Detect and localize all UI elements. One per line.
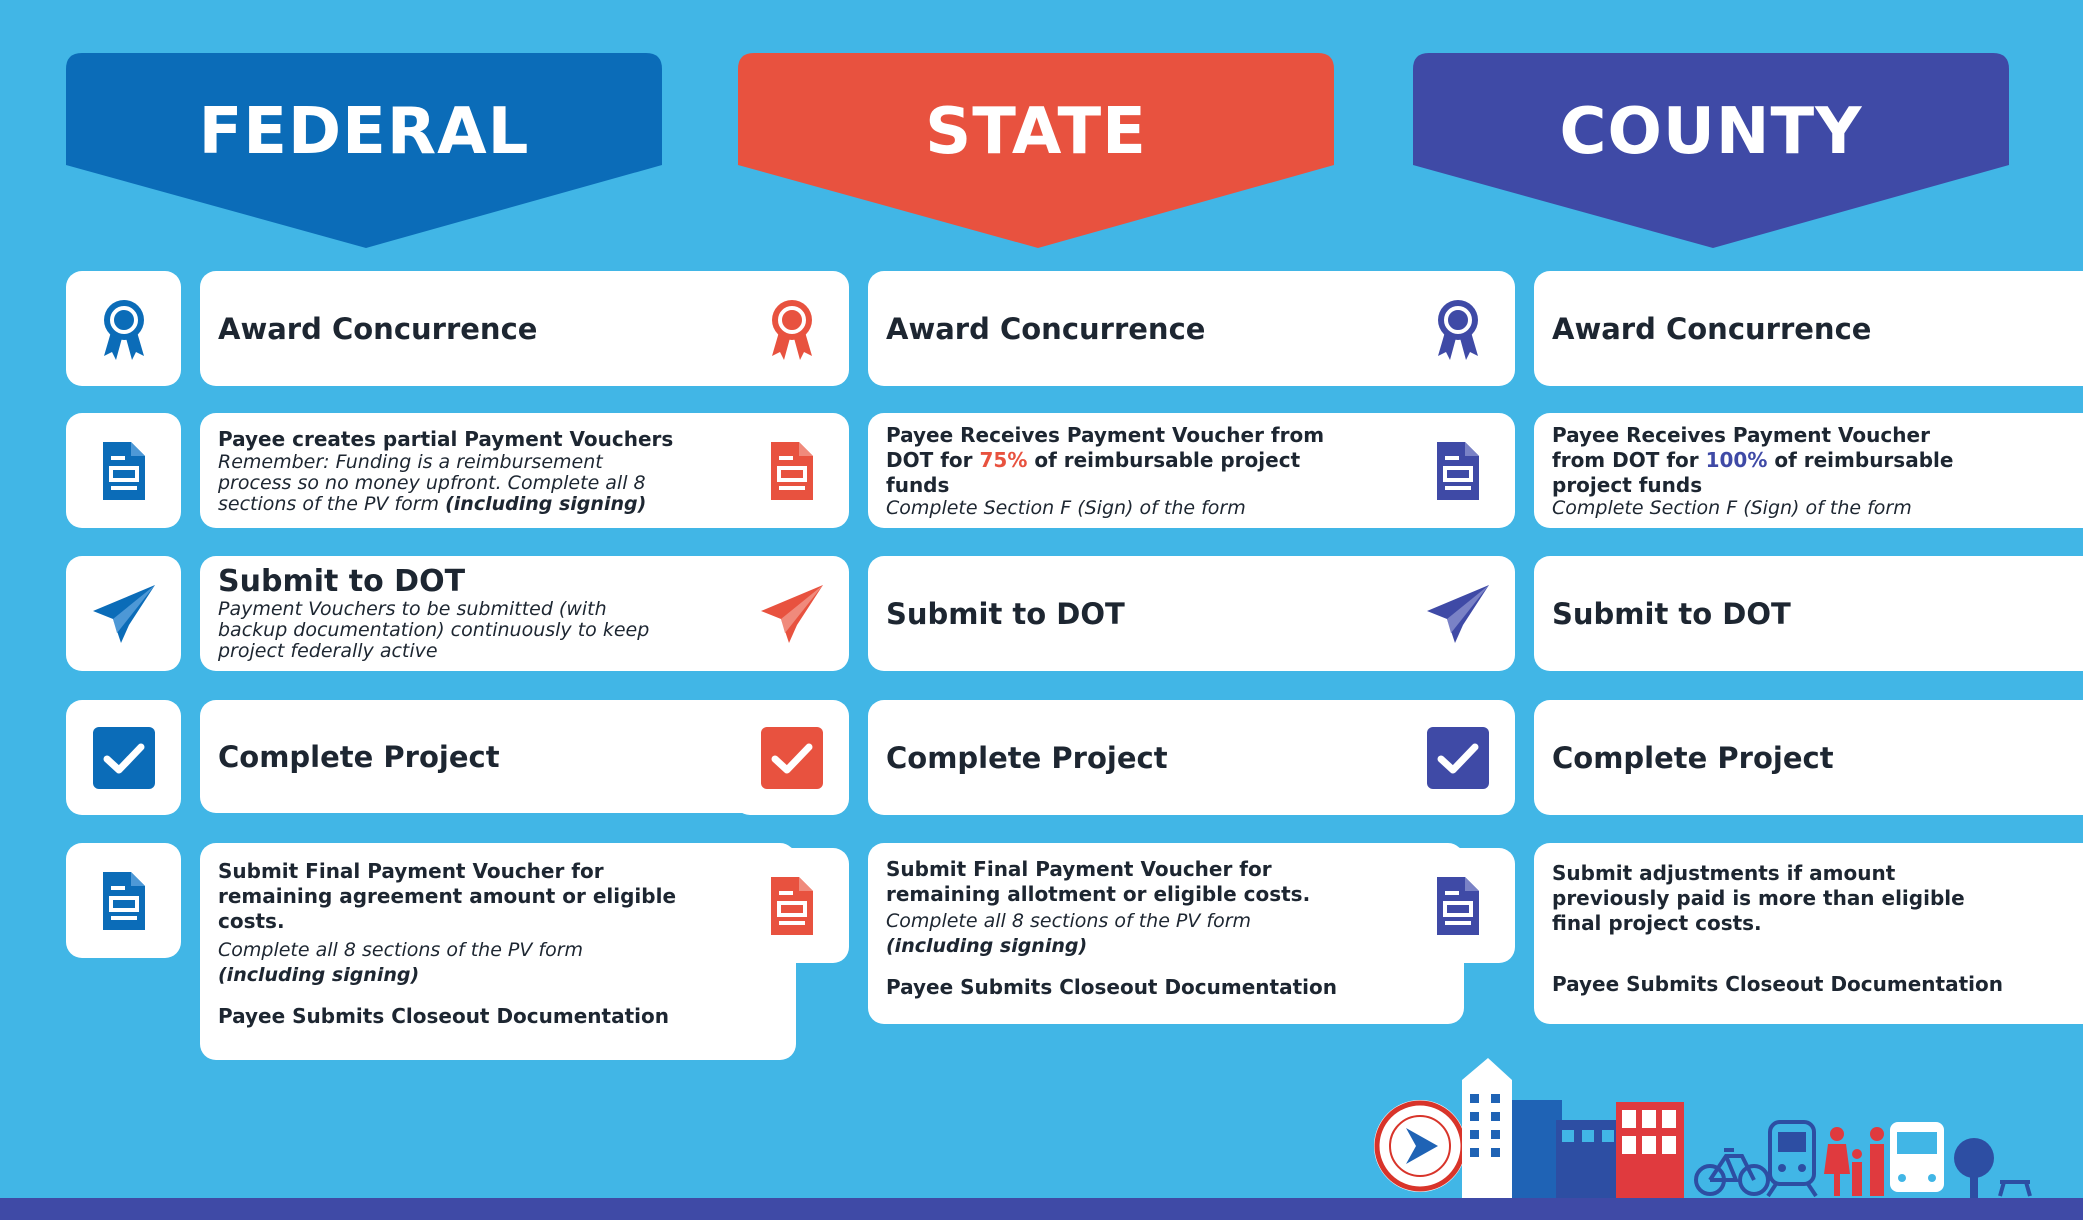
step-text: DOT for: [886, 447, 980, 472]
document-icon: [759, 438, 825, 504]
paper-plane-icon: [1425, 581, 1491, 647]
city-buildings-icon: [1462, 1058, 1684, 1200]
step-note-emphasis: (including signing): [445, 492, 647, 515]
bench-icon: [2000, 1182, 2030, 1196]
checkbox-icon: [1425, 725, 1491, 791]
award-icon-box: [66, 271, 181, 386]
step-card-submit: [200, 556, 796, 671]
step-text-line: costs.: [218, 909, 285, 933]
step-note-emphasis: (including signing): [886, 935, 1088, 957]
step-text-line: remaining allotment or eligible costs.: [886, 882, 1311, 906]
step-card-payment-vouchers: [1534, 413, 2083, 528]
paper-plane-icon: [91, 581, 157, 647]
step-note-line: Complete Section F (Sign) of the form: [886, 496, 1246, 519]
step-title: Award Concurrence: [218, 311, 538, 346]
step-note-line: project federally active: [218, 640, 438, 662]
document-icon-box: [734, 848, 849, 963]
footer-bar: [0, 1198, 2083, 1220]
percentage-highlight: 75%: [979, 447, 1028, 472]
paper-plane-icon-box: [66, 556, 181, 671]
step-text-line: remaining agreement amount or eligible: [218, 884, 677, 908]
checkbox-icon-box: [66, 700, 181, 815]
step-card-complete: [868, 700, 1464, 815]
step-text: from DOT for: [1552, 447, 1706, 472]
step-card-award: [868, 271, 1464, 386]
step-note-line: backup documentation) continuously to keep: [218, 619, 650, 641]
train-icon: [1768, 1122, 1816, 1196]
banner-title: STATE: [925, 95, 1147, 169]
step-text: of reimbursable project: [1027, 447, 1301, 472]
step-card-award: [1534, 271, 2083, 386]
step-title: Submit to DOT: [886, 596, 1125, 631]
document-icon-box: [66, 843, 181, 958]
checkbox-icon: [91, 725, 157, 791]
document-icon: [1425, 873, 1491, 939]
step-note-line: Complete all 8 sections of the PV form: [218, 939, 584, 961]
banner-title: COUNTY: [1559, 95, 1863, 169]
document-icon-box: [1400, 413, 1515, 528]
step-text-line: final project costs.: [1552, 911, 1762, 935]
award-ribbon-icon: [759, 296, 825, 362]
step-closing-line: Payee Submits Closeout Documentation: [1552, 972, 2003, 996]
step-note-text: sections of the PV form: [218, 492, 446, 515]
step-title: Payee creates partial Payment Vouchers: [218, 426, 674, 451]
document-icon: [759, 873, 825, 939]
document-icon: [91, 868, 157, 934]
tree-icon: [1954, 1138, 1994, 1198]
step-title: Award Concurrence: [1552, 311, 1872, 346]
step-text-line: Submit Final Payment Voucher for: [218, 859, 604, 883]
banner-federal: [66, 53, 662, 248]
step-card-payment-vouchers: [868, 413, 1464, 528]
award-ribbon-icon: [91, 296, 157, 362]
step-title: Submit to DOT: [218, 564, 466, 599]
step-note-line: Complete all 8 sections of the PV form: [886, 910, 1252, 932]
step-text-line: project funds: [1552, 472, 1703, 497]
step-title: Submit to DOT: [1552, 596, 1791, 631]
step-card-submit: [868, 556, 1464, 671]
step-title: Complete Project: [1552, 740, 1834, 775]
step-card-complete: [1534, 700, 2083, 815]
award-icon-box: [1400, 271, 1515, 386]
checkbox-icon-box: [1400, 700, 1515, 815]
step-text-line: Submit adjustments if amount: [1552, 861, 1896, 885]
award-ribbon-icon: [1425, 296, 1491, 362]
step-card-final-voucher: [868, 843, 1464, 1024]
award-icon-box: [734, 271, 849, 386]
footer-illustration: [1370, 1050, 2070, 1204]
njdot-seal-logo: [1374, 1100, 1466, 1192]
banner-title: FEDERAL: [198, 95, 530, 169]
step-note-line: Complete Section F (Sign) of the form: [1552, 496, 1912, 519]
step-title: Award Concurrence: [886, 311, 1206, 346]
step-text: of reimbursable: [1767, 447, 1954, 472]
step-text-line: [1552, 448, 2083, 473]
step-closing-line: Payee Submits Closeout Documentation: [886, 975, 1337, 999]
step-closing-line: Payee Submits Closeout Documentation: [218, 1004, 669, 1028]
bus-icon: [1890, 1122, 1944, 1192]
checkbox-icon-box: [734, 700, 849, 815]
step-card-adjustments: [1534, 843, 2083, 1024]
step-title: Complete Project: [886, 740, 1168, 775]
city-skyline-graphic: [1370, 1050, 2070, 1200]
step-note-line: Payment Vouchers to be submitted (with: [218, 598, 607, 620]
document-icon: [1425, 438, 1491, 504]
step-text-line: Payee Receives Payment Voucher: [1552, 422, 1930, 447]
step-text-line: Payee Receives Payment Voucher from: [886, 422, 1325, 447]
document-icon-box: [734, 413, 849, 528]
step-card-complete: [200, 700, 796, 813]
step-card-submit: [1534, 556, 2083, 671]
step-text-line: Submit Final Payment Voucher for: [886, 857, 1272, 881]
step-note-line: Remember: Funding is a reimbursement: [218, 450, 603, 473]
document-icon-box: [66, 413, 181, 528]
step-text-line: [886, 448, 1450, 473]
step-title: Complete Project: [218, 739, 500, 774]
percentage-highlight: 100%: [1705, 447, 1768, 472]
step-card-payment-vouchers: [200, 413, 796, 528]
step-text-line: funds: [886, 472, 950, 497]
paper-plane-icon-box: [1400, 556, 1515, 671]
step-note-emphasis: (including signing): [218, 964, 420, 986]
paper-plane-icon: [759, 581, 825, 647]
step-note-line: process so no money upfront. Complete all 8: [218, 471, 646, 494]
step-note-line: [218, 494, 782, 515]
document-icon: [91, 438, 157, 504]
step-text-line: previously paid is more than eligible: [1552, 886, 1965, 910]
banner-county: [1413, 53, 2009, 248]
banner-state: [738, 53, 1334, 248]
step-card-final-voucher: [200, 843, 796, 1060]
document-icon-box: [1400, 848, 1515, 963]
checkbox-icon: [759, 725, 825, 791]
step-card-award: [200, 271, 796, 386]
bicycle-icon: [1696, 1150, 1768, 1194]
paper-plane-icon-box: [734, 556, 849, 671]
family-icon: [1824, 1127, 1884, 1196]
